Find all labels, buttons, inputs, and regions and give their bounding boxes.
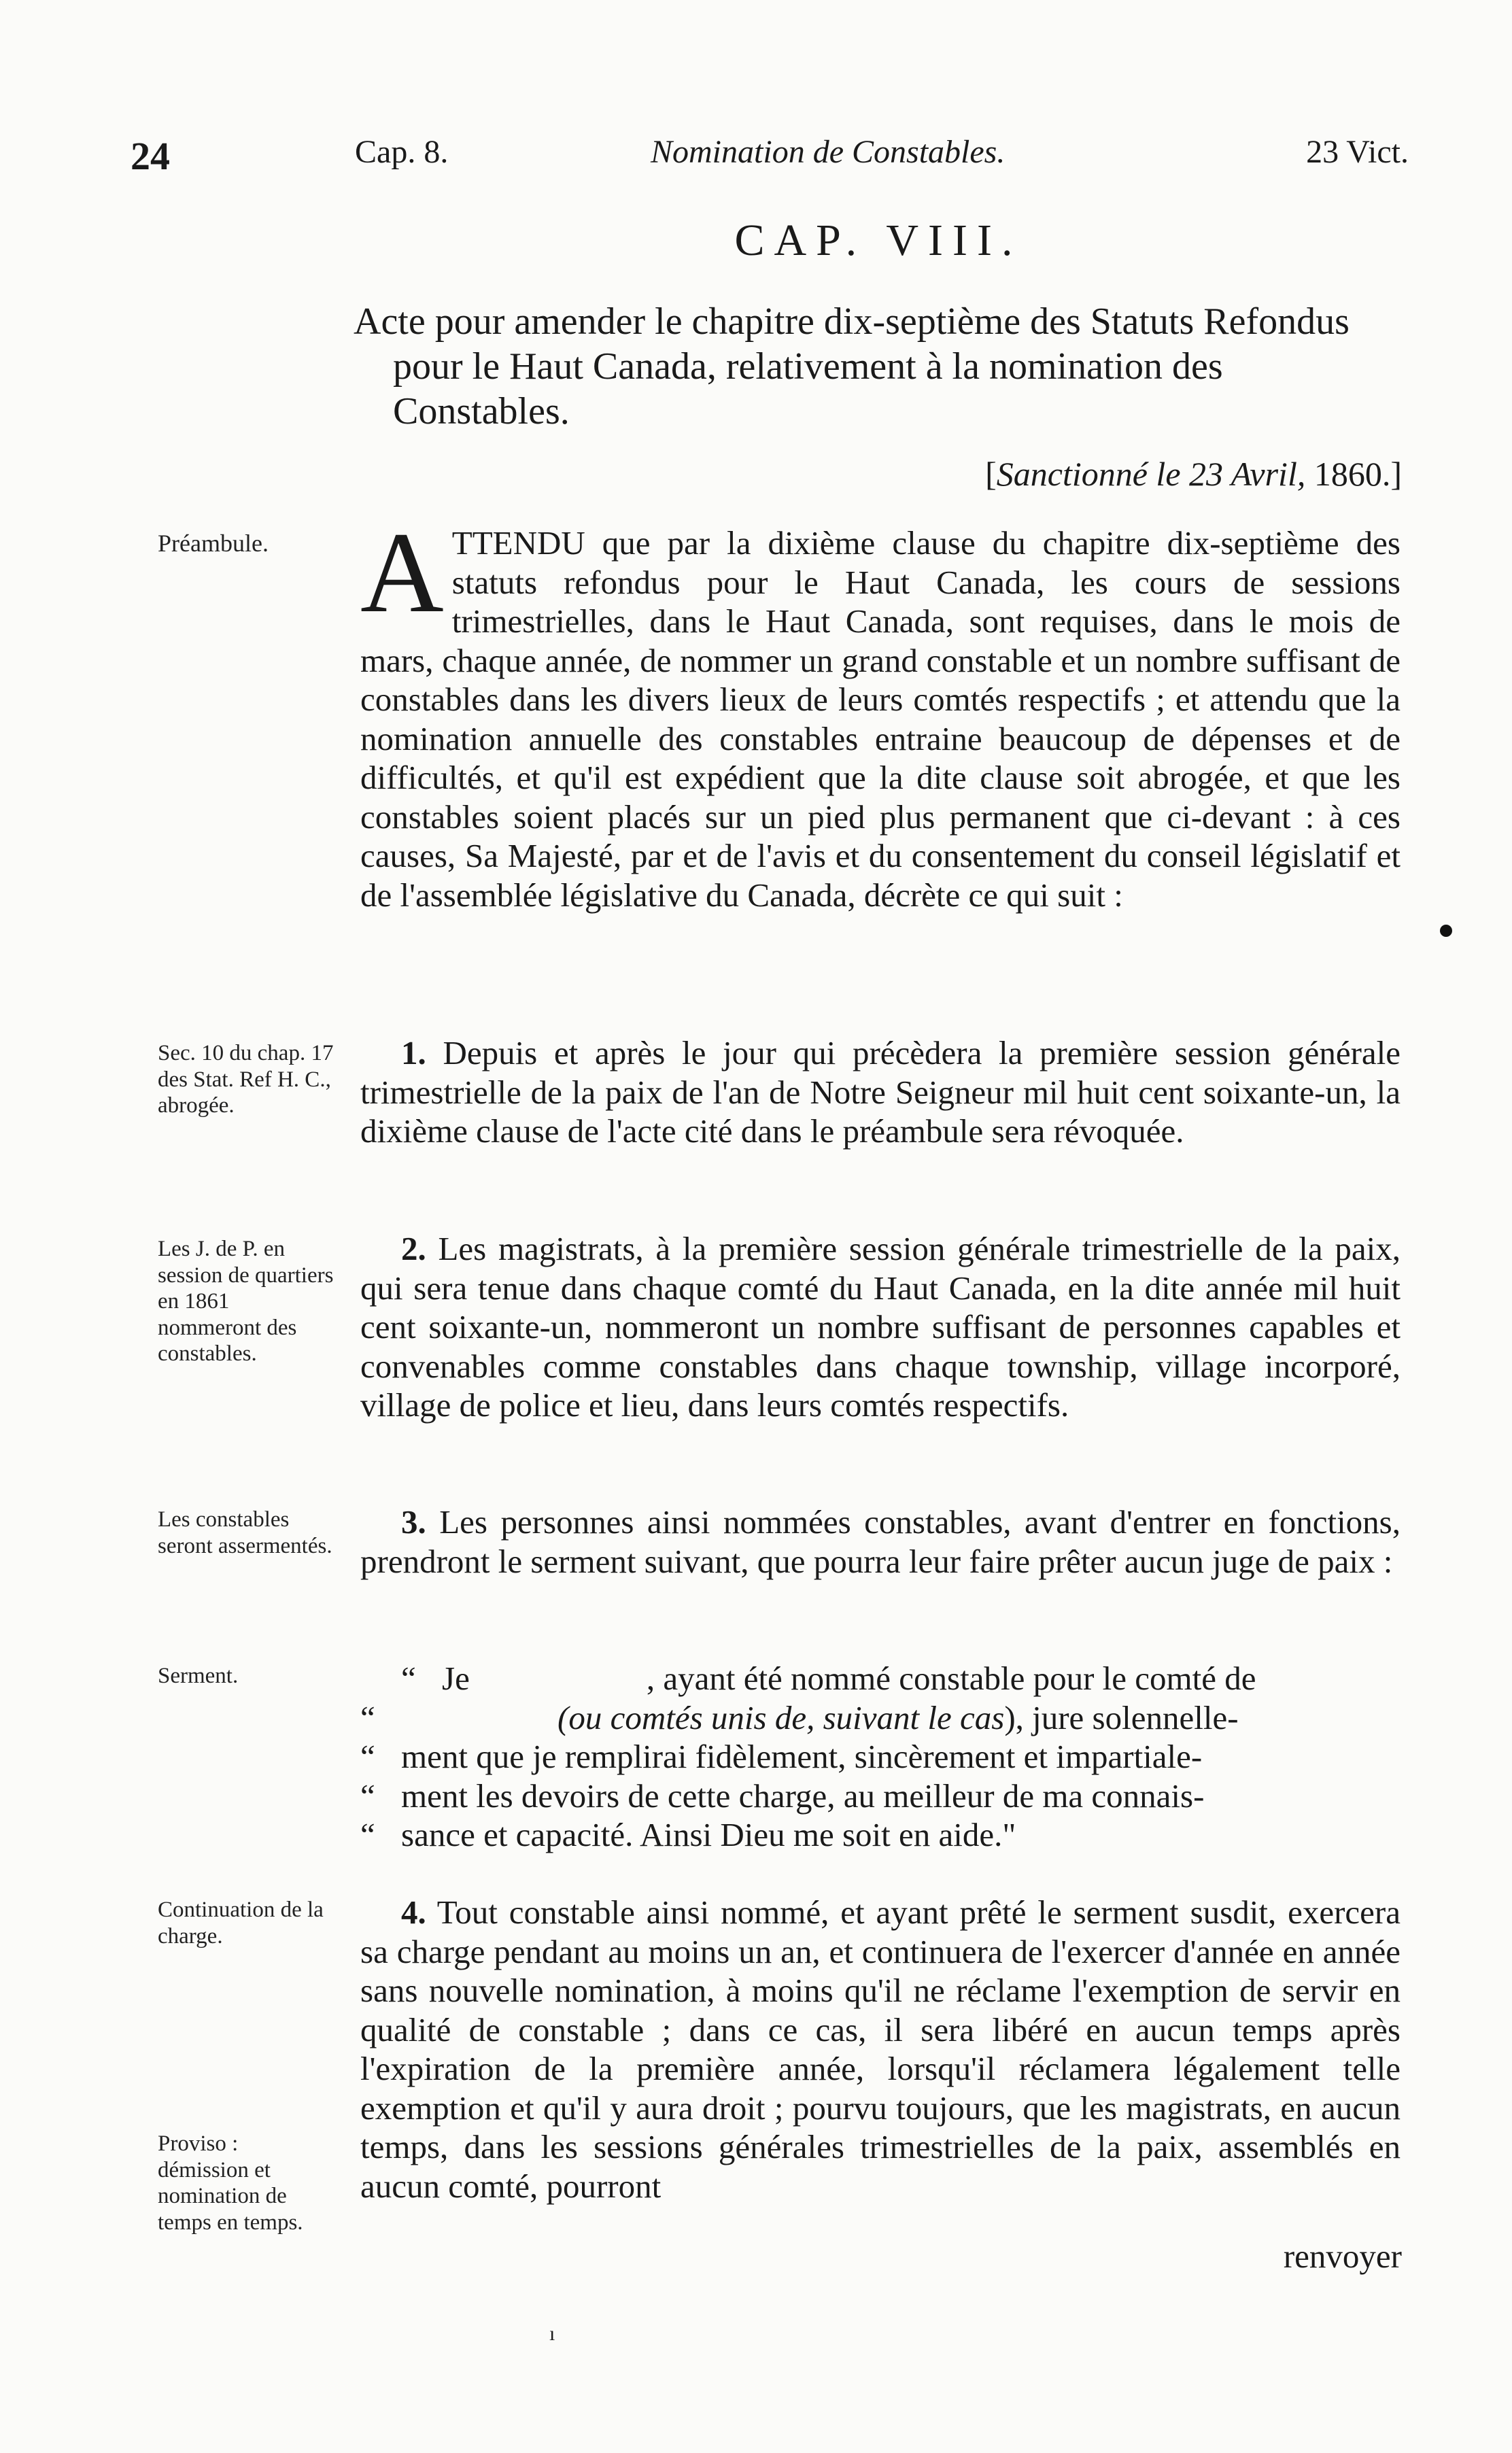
section-text: Les magistrats, à la première session générale trimestrielle de la paix, qui sera tenue dans chaque comté du Haut Canada, en la dite année mil huit cent soixante-un, nommeront un nombre suffisant de personnes capables et convenables comme constables dans chaque township, village incorporé, village de police et lieu, dans leurs comtés respectifs. (360, 1230, 1401, 1424)
margin-note-continuation: Continuation de la charge. (158, 1898, 324, 1949)
act-title (354, 299, 1401, 434)
footer-mark: ı (549, 2322, 555, 2345)
margin-note-oath: Serment. (158, 1664, 239, 1688)
line-quote: “ (360, 1698, 375, 1736)
open-quote: “ (401, 1660, 416, 1697)
running-header (131, 133, 1422, 188)
oath-line-3-text: ment que je remplirai fidèlement, sincèrement et impartiale- (401, 1738, 1203, 1775)
oath-line-4-text: ment les devoirs de cette charge, au meilleur de ma connais- (401, 1777, 1205, 1815)
section-number: 3. (401, 1503, 426, 1541)
section-4 (360, 1893, 1401, 2206)
sanction-year: 1860. (1313, 455, 1391, 493)
oath-word-je: Je (442, 1660, 470, 1697)
regnal-year: 23 Vict. (1306, 134, 1409, 170)
section-2 (360, 1229, 1401, 1425)
line-quote: “ (360, 1738, 375, 1775)
section-text: Tout constable ainsi nommé, et ayant prêté le serment susdit, exercera sa charge pendant au moins un an, et continuera de l'exercer d'année en année sans nouvelle nomination, à moins qu'il ne réclame l'exemption de servir en qualité de constable ; dans ce cas, il sera libéré en aucun temps après l'expiration de la première année, lorsqu'il réclamera légalement telle exemption et qu'il y aura droit ; pourvu toujours, que les magistrats, en aucun temps, dans les sessions générales trimestrielles de la paix, assemblés en aucun comté, pourront (360, 1893, 1401, 2205)
running-title: Nomination de Constables. (651, 134, 1006, 170)
section-text: Depuis et après le jour qui précèdera la première session générale trimestrielle de la paix de l'an de Notre Seigneur mil huit cent soixante-un, la dixième clause de l'acte cité dans le préambule sera révoquée. (360, 1034, 1401, 1150)
margin-note-jp: Les J. de P. en session de quartiers en 1861 nommeront des constables. (158, 1237, 334, 1367)
oath-line-1-rest: , ayant été nommé constable pour le comté de (646, 1660, 1256, 1697)
line-quote: “ (360, 1816, 375, 1853)
sanction-line (985, 454, 1402, 494)
oath-text (360, 1659, 1401, 1855)
line-quote: “ (360, 1777, 375, 1815)
section-number: 2. (401, 1230, 426, 1267)
chapter-label: Cap. 8. (355, 134, 449, 170)
preamble-text: TTENDU que par la dixième clause du chapitre dix-septième des statuts refondus pour le Haut Canada, les cours de sessions trimestrielles, dans le Haut Canada, sont requises, dans le mois de mars, chaque année, de nommer un grand constable et un nombre suffisant de constables dans les divers lieux de leurs comtés respectifs ; et attendu que la nomination annuelle des constables entraine beaucoup de dépenses et de difficultés, et qu'il est expédient que la dite clause soit abrogée, et que les constables soient placés sur un pied plus permanent que ci-devant : à ces causes, Sa Majesté, par et de l'avis et du consentement du conseil législatif et de l'assemblée législative du Canada, décrète ce qui suit : (360, 524, 1401, 914)
dropcap: A (360, 509, 444, 636)
section-number: 1. (401, 1034, 426, 1071)
oath-line-2-b: suivant le cas (823, 1698, 1005, 1736)
act-title-text: Acte pour amender le chapitre dix-septième des Statuts Refondus pour le Haut Canada, relativement à la nomination des Constables. (354, 301, 1350, 433)
margin-note-preamble: Préambule. (158, 530, 269, 557)
sanction-open: [ (985, 455, 997, 493)
oath-line-5 (360, 1815, 1401, 1855)
oath-line-3 (360, 1737, 1401, 1777)
section-1 (360, 1033, 1401, 1151)
section-number: 4. (401, 1893, 426, 1931)
margin-note-proviso: Proviso : démission et nomination de temps en temps. (158, 2131, 303, 2235)
section-3 (360, 1503, 1401, 1581)
oath-line-1 (360, 1659, 1401, 1698)
catchword: renvoyer (1283, 2237, 1402, 2275)
section-text: Les personnes ainsi nommées constables, avant d'entrer en fonctions, prendront le serment suivant, que pourra leur faire prêter aucun juge de paix : (360, 1503, 1401, 1580)
oath-line-2-a: (ou comtés unis de, (557, 1698, 815, 1736)
bullet-mark (1440, 925, 1452, 937)
oath-line-5-text: sance et capacité. Ainsi Dieu me soit en aide." (401, 1816, 1016, 1853)
preamble-paragraph (360, 509, 1401, 914)
chapter-heading: CAP. VIII. (734, 216, 1023, 265)
margin-note-sec10: Sec. 10 du chap. 17 des Stat. Ref H. C., abrogée. (158, 1041, 334, 1118)
oath-line-2 (360, 1698, 1401, 1738)
page-number: 24 (131, 134, 170, 178)
sanction-label: Sanctionné le 23 Avril, (996, 455, 1306, 493)
margin-note-sworn: Les constables seront assermentés. (158, 1507, 332, 1558)
oath-line-2-c: ), jure solennelle- (1004, 1698, 1239, 1736)
sanction-close: ] (1390, 455, 1402, 493)
oath-line-4 (360, 1777, 1401, 1816)
